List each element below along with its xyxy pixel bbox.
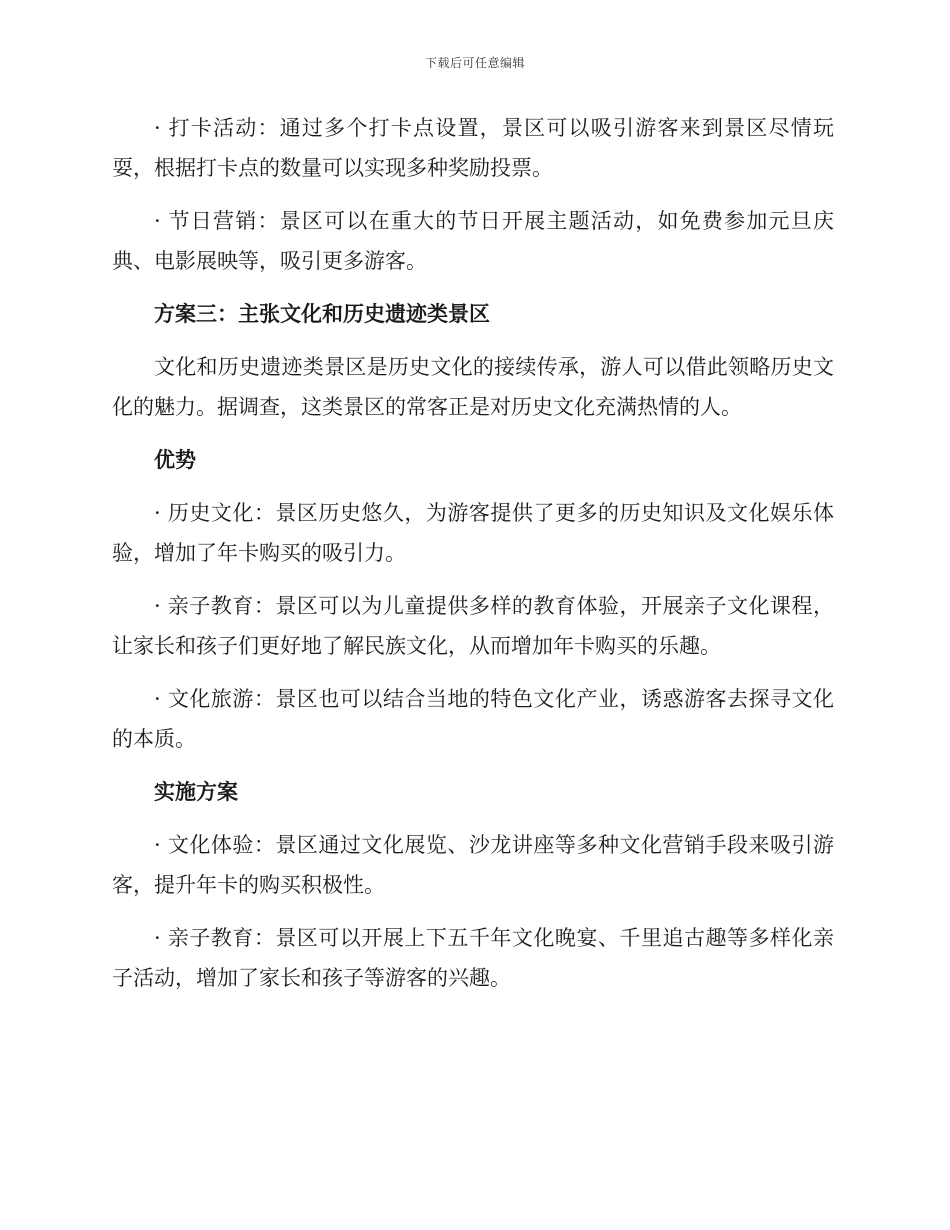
bullet-cultural-experience: · 文化体验：景区通过文化展览、沙龙讲座等多种文化营销手段来吸引游客，提升年卡的购买积极性。 bbox=[112, 833, 834, 897]
plan-three-intro: 文化和历史遗迹类景区是历史文化的接续传承，游人可以借此领略历史文化的魅力。据调查，这类景区的常客正是对历史文化充满热情的人。 bbox=[112, 355, 834, 419]
header-note: 下载后可任意编辑 bbox=[424, 56, 525, 70]
bullet-cultural-tourism: · 文化旅游：景区也可以结合当地的特色文化产业，诱惑游客去探寻文化的本质。 bbox=[112, 687, 834, 751]
bullet-parent-child-education-2: · 亲子教育：景区可以开展上下五千年文化晚宴、千里追古趣等多样化亲子活动，增加了家长和孩子等游客的兴趣。 bbox=[112, 926, 834, 990]
heading-implementation: 实施方案 bbox=[154, 779, 238, 804]
bullet-holiday-marketing: · 节日营销：景区可以在重大的节日开展主题活动，如免费参加元旦庆典、电影展映等，吸引更多游客。 bbox=[112, 209, 834, 273]
heading-plan-three: 方案三：主张文化和历史遗迹类景区 bbox=[154, 301, 490, 326]
bullet-checkin-activity: · 打卡活动：通过多个打卡点设置，景区可以吸引游客来到景区尽情玩耍，根据打卡点的数量可以实现多种奖励投票。 bbox=[112, 116, 834, 180]
bullet-parent-child-education-1: · 亲子教育：景区可以为儿童提供多样的教育体验，开展亲子文化课程，让家长和孩子们更好地了解民族文化，从而增加年卡购买的乐趣。 bbox=[112, 594, 834, 658]
document-body bbox=[112, 108, 834, 1011]
heading-advantages: 优势 bbox=[154, 447, 196, 472]
bullet-history-culture: · 历史文化：景区历史悠久，为游客提供了更多的历史知识及文化娱乐体验，增加了年卡购买的吸引力。 bbox=[112, 501, 834, 565]
